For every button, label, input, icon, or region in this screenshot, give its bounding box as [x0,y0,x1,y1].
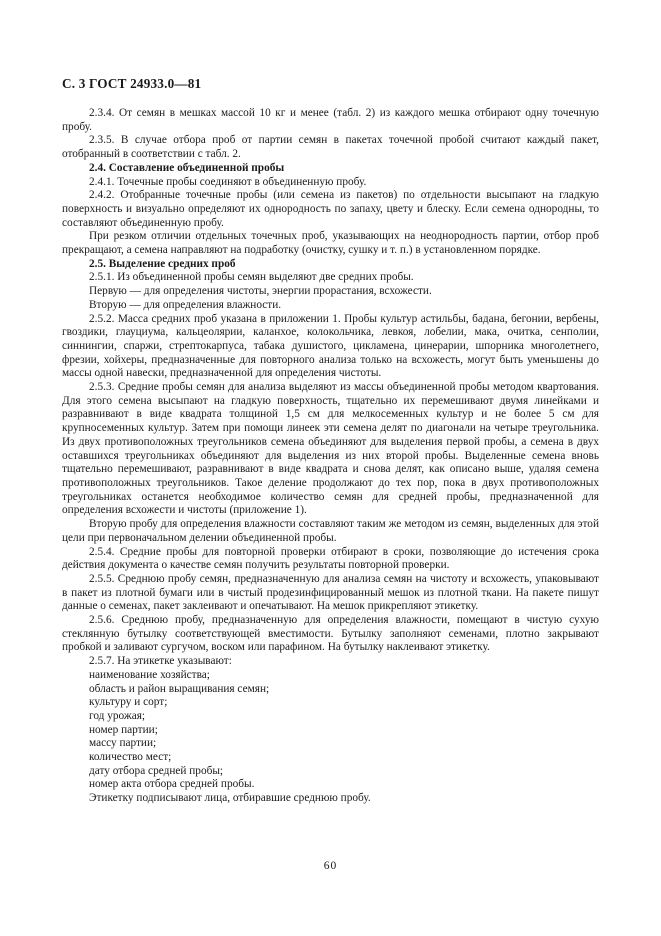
list-item: номер акта отбора средней пробы. [89,778,255,791]
page-header: С. 3 ГОСТ 24933.0—81 [62,76,202,91]
clause-2-5-6: 2.5.6. Среднюю пробу, предназначенную для определения влажности, помещают в чистую сухую стеклянную бутылку соответствующей вместимости. Бутылку заполняют семенами, плотно закрывают пробкой и заливают сургучом, воском или парафином. На бутылку наклеивают этикетку. [62,614,599,654]
clause-2-5-1-first: Первую — для определения чистоты, энергии прорастания, всхожести. [89,285,432,298]
clause-2-5-3-continued: Вторую пробу для определения влажности составляют таким же методом из семян, выделенных для этой цели при первоначальном делении объединенной пробы. [62,518,599,544]
clause-2-3-4: 2.3.4. От семян в мешках массой 10 кг и менее (табл. 2) из каждого мешка отбирают одну точечную пробу. [62,107,599,133]
clause-2-4-2-continued: При резком отличии отдельных точечных проб, указывающих на неоднородность партии, отбор проб прекращают, а семена направляют на подработку (очистку, сушку и т. п.) в установленном порядке. [62,230,599,257]
closing-paragraph: Этикетку подписывают лица, отбиравшие среднюю пробу. [89,792,371,805]
list-item: массу партии; [89,737,157,750]
list-item: год урожая; [89,709,146,722]
page-number: 60 [323,860,338,872]
clause-2-4-1: 2.4.1. Точечные пробы соединяют в объединенную пробу. [89,175,367,188]
list-item: культуру и сорт; [89,696,168,709]
list-item: область и район выращивания семян; [89,682,270,695]
clause-2-3-5: 2.3.5. В случае отбора проб от партии семян в пакетах точечной пробой считают каждый пакет, отобранный в соответствии с табл. 2. [62,134,599,161]
list-item: номер партии; [89,723,158,736]
list-item: дату отбора средней пробы; [89,764,224,777]
document-body [62,107,599,806]
clause-2-5-4: 2.5.4. Средние пробы для повторной проверки отбирают в сроки, позволяющие до истечения срока действия документа о качестве семян получить результаты повторной проверки. [62,545,599,572]
list-item: наименование хозяйства; [89,668,210,681]
clause-2-5-1: 2.5.1. Из объединенной пробы семян выделяют две средних пробы. [89,271,414,284]
clause-2-5-2: 2.5.2. Масса средних проб указана в приложении 1. Пробы культур астильбы, бадана, бегонии, вербены, гвоздики, глауциума, кальцеолярии, каланхое, колокольчика, левкоя, лобелии, мака, очитка, сенполии, синнингии, спаржи, стрептокарпуса, табака душистого, цикламена, цинерарии, шпорника многолетнего, фрезии, хойхеры, предназначенные для повторного анализа только на всхожесть, могут быть уменьшены до массы одной навески, предназначенной для определения чистоты. [62,312,599,380]
section-heading-2-4: 2.4. Составление объединенной пробы [89,161,285,174]
clause-2-5-7: 2.5.7. На этикетке указывают: [89,655,232,668]
clause-2-4-2: 2.4.2. Отобранные точечные пробы (или семена из пакетов) по отдельности высыпают на гладкую поверхность и визуально определяют их однородность по запаху, цвету и блеску. Если семена однородны, то составляют объединенную пробу. [62,189,599,229]
clause-2-5-3: 2.5.3. Средние пробы семян для анализа выделяют из массы объединенной пробы методом квартования. Для этого семена высыпают на гладкую поверхность, тщательно их перемешивают двумя линейками и разравнивают в виде квадрата толщиной 1,5 см для мелкосеменных культур и не более 5 см для крупносеменных культур. Затем при помощи линеек эти семена делят по диагонали на четыре треугольника. Из двух противоположных треугольников семена объединяют для выделения первой пробы, а семена в двух оставшихся треугольниках объединяют для выделения из них второй пробы. Выделенные семена вновь тщательно перемешивают, разравнивают в виде квадрата и снова делят, как описано выше, удаляя семена противоположных треугольников. Такое деление продолжают до тех пор, пока в двух противоположных треугольниках останется необходимое количество семян для средней пробы, предназначенной для определения всхожести и чистоты (приложение 1). [62,381,599,517]
section-heading-2-5: 2.5. Выделение средних проб [89,257,236,270]
clause-2-5-1-second: Вторую — для определения влажности. [89,298,282,311]
clause-2-5-5: 2.5.5. Среднюю пробу семян, предназначенную для анализа семян на чистоту и всхожесть, упаковывают в пакет из плотной бумаги или в чистый продезинфицированный мешок из плотной ткани. На пакете пишут данные о семенах, пакет заклеивают и опечатывают. На мешок прикрепляют этикетку. [62,572,599,613]
list-item: количество мест; [89,751,172,764]
